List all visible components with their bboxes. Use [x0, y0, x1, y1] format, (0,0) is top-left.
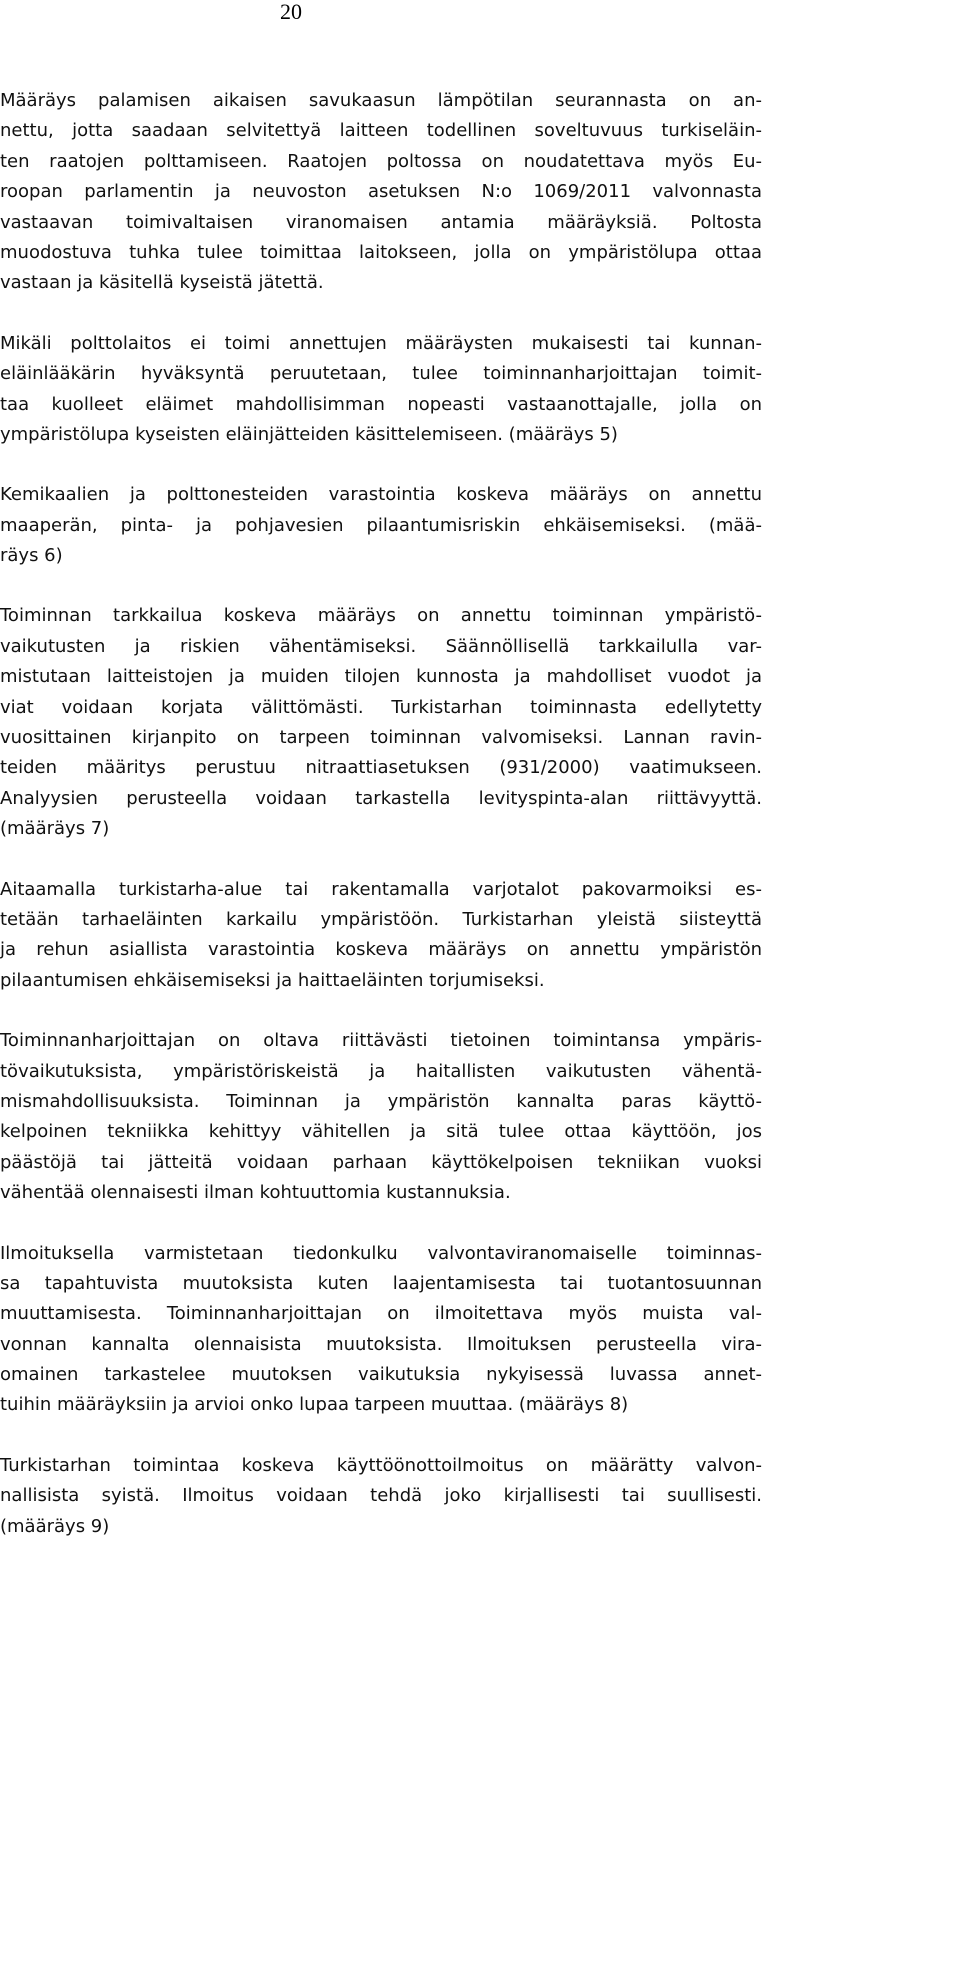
text-line: vastaan ja käsitellä kyseistä jätettä.: [0, 272, 324, 294]
text-line: teiden määritys perustuu nitraattiasetuksen (931/2000) vaatimukseen.: [0, 757, 762, 779]
paragraph: [0, 875, 762, 997]
document-body: [0, 86, 762, 1542]
text-line: (määräys 7): [0, 818, 110, 840]
text-line: räys 6): [0, 545, 63, 567]
text-line: ja rehun asiallista varastointia koskeva määräys on annettu ympäristön: [0, 939, 762, 961]
text-line: Määräys palamisen aikaisen savukaasun lämpötilan seurannasta on an-: [0, 90, 762, 111]
paragraph: [0, 86, 762, 299]
text-line: Kemikaalien ja polttonesteiden varastointia koskeva määräys on annettu: [0, 484, 762, 506]
text-line: Toiminnanharjoittajan on oltava riittävästi tietoinen toimintansa ympäris-: [0, 1030, 762, 1052]
text-line: viat voidaan korjata välittömästi. Turkistarhan toiminnasta edellytetty: [0, 696, 762, 718]
text-line: eläinlääkärin hyväksyntä peruutetaan, tulee toiminnanharjoittajan toimit-: [0, 363, 762, 385]
text-line: mistutaan laitteistojen ja muiden tilojen kunnosta ja mahdolliset vuodot ja: [0, 666, 762, 688]
text-line: Turkistarhan toimintaa koskeva käyttöönottoilmoitus on määrätty valvon-: [0, 1454, 762, 1476]
text-line: roopan parlamentin ja neuvoston asetuksen N:o 1069/2011 valvonnasta: [0, 181, 762, 203]
paragraph: [0, 1026, 762, 1208]
text-line: nettu, jotta saadaan selvitettyä laitteen todellinen soveltuvuus turkiseläin-: [0, 120, 762, 142]
text-line: tetään tarhaeläinten karkailu ympäristöön. Turkistarhan yleistä siisteyttä: [0, 908, 762, 930]
text-line: kelpoinen tekniikka kehittyy vähitellen ja sitä tulee ottaa käyttöön, jos: [0, 1121, 762, 1143]
text-line: vaikutusten ja riskien vähentämiseksi. Säännöllisellä tarkkailulla var-: [0, 635, 762, 657]
text-line: ympäristölupa kyseisten eläinjätteiden käsittelemiseen. (määräys 5): [0, 423, 618, 445]
paragraph: [0, 1451, 762, 1542]
text-line: Ilmoituksella varmistetaan tiedonkulku valvontaviranomaiselle toiminnas-: [0, 1242, 762, 1264]
page-number: 20: [280, 0, 302, 24]
text-line: muodostuva tuhka tulee toimittaa laitokseen, jolla on ympäristölupa ottaa: [0, 241, 762, 263]
text-line: vuosittainen kirjanpito on tarpeen toiminnan valvomiseksi. Lannan ravin-: [0, 727, 762, 749]
paragraph: [0, 480, 762, 571]
text-line: taa kuolleet eläimet mahdollisimman nopeasti vastaanottajalle, jolla on: [0, 393, 762, 415]
paragraph: [0, 601, 762, 844]
text-line: tövaikutuksista, ympäristöriskeistä ja haitallisten vaikutusten vähentä-: [0, 1060, 762, 1082]
text-line: pilaantumisen ehkäisemiseksi ja haittaeläinten torjumiseksi.: [0, 969, 545, 991]
text-line: Analyysien perusteella voidaan tarkastella levityspinta-alan riittävyyttä.: [0, 787, 762, 809]
text-line: sa tapahtuvista muutoksista kuten laajentamisesta tai tuotantosuunnan: [0, 1272, 762, 1294]
text-line: mismahdollisuuksista. Toiminnan ja ympäristön kannalta paras käyttö-: [0, 1090, 762, 1112]
text-line: vähentää olennaisesti ilman kohtuuttomia kustannuksia.: [0, 1182, 511, 1204]
paragraph: [0, 329, 762, 451]
text-line: päästöjä tai jätteitä voidaan parhaan käyttökelpoisen tekniikan vuoksi: [0, 1151, 762, 1173]
text-line: muuttamisesta. Toiminnanharjoittajan on ilmoitettava myös muista val-: [0, 1303, 762, 1325]
text-line: vastaavan toimivaltaisen viranomaisen antamia määräyksiä. Poltosta: [0, 211, 762, 233]
text-line: vonnan kannalta olennaisista muutoksista. Ilmoituksen perusteella vira-: [0, 1333, 762, 1355]
text-line: tuihin määräyksiin ja arvioi onko lupaa tarpeen muuttaa. (määräys 8): [0, 1394, 629, 1416]
text-line: maaperän, pinta- ja pohjavesien pilaantumisriskin ehkäisemiseksi. (mää-: [0, 514, 762, 536]
text-line: (määräys 9): [0, 1515, 110, 1537]
text-line: Aitaamalla turkistarha-alue tai rakentamalla varjotalot pakovarmoiksi es-: [0, 878, 762, 900]
text-line: omainen tarkastelee muutoksen vaikutuksia nykyisessä luvassa annet-: [0, 1364, 762, 1386]
text-line: nallisista syistä. Ilmoitus voidaan tehdä joko kirjallisesti tai suullisesti.: [0, 1485, 762, 1507]
paragraph: [0, 1239, 762, 1421]
text-line: Toiminnan tarkkailua koskeva määräys on annettu toiminnan ympäristö-: [0, 605, 762, 627]
text-line: Mikäli polttolaitos ei toimi annettujen määräysten mukaisesti tai kunnan-: [0, 332, 762, 354]
text-line: ten raatojen polttamiseen. Raatojen poltossa on noudatettava myös Eu-: [0, 150, 762, 172]
